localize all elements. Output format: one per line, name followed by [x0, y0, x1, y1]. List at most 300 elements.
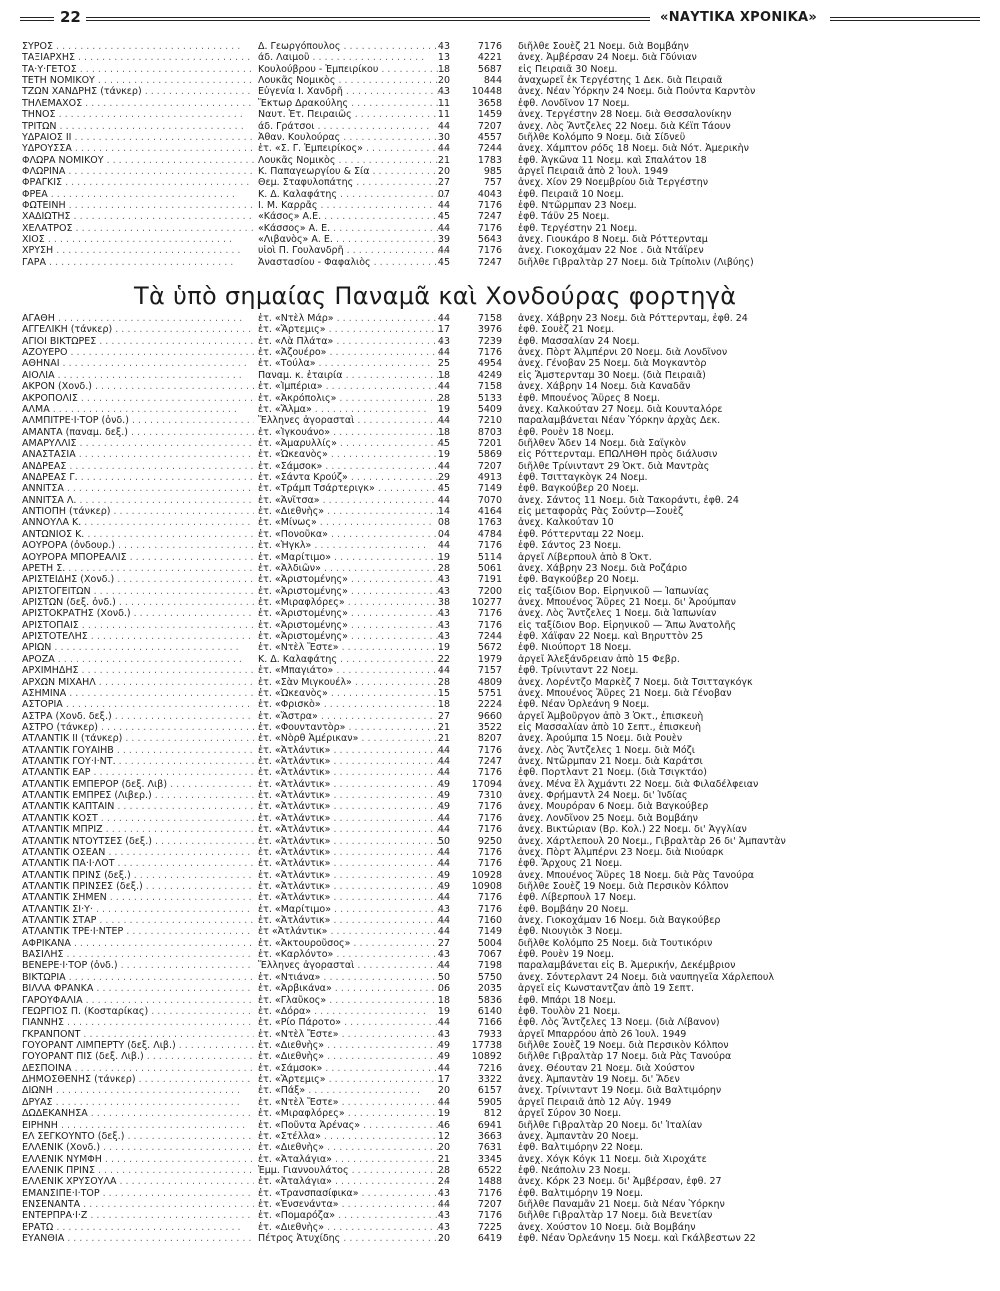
owner [258, 1176, 446, 1187]
build-year [430, 767, 450, 778]
ship-name-text: ΑΣΗΜΙΝΑ [22, 687, 67, 699]
build-year-text: 43 [437, 949, 450, 961]
movement-text: ἐφθ. Νιούπορτ 18 Νοεμ. [518, 642, 632, 654]
movement-text: ἀνεχ. Χίον 29 Νοεμβρίου διὰ Τεργέστην [518, 177, 709, 189]
table-row [22, 86, 842, 97]
ship-name [22, 813, 254, 824]
movement [518, 608, 848, 619]
build-year [430, 1006, 450, 1017]
tonnage-text: 2224 [477, 699, 502, 711]
build-year [430, 211, 450, 222]
tonnage-text: 7176 [477, 846, 502, 858]
ship-name-text: ΤΗΛΕΜΑΧΟΣ [22, 97, 83, 109]
tonnage [452, 200, 502, 211]
movement-text: εἰς Ρόττερνταμ. ΕΠΩΛΗΘΗ πρὸς διάλυσιν [518, 449, 718, 461]
movement-text: ἀνεχ. Λονδῖνον 25 Νοεμ. διὰ Βομβάην [518, 812, 698, 824]
movement [518, 75, 848, 86]
owner-text: ἑτ. «Τράμπ Τσάρτεριγκ» [258, 483, 375, 495]
ship-name [22, 904, 254, 915]
movement [518, 881, 848, 892]
ship-name [22, 745, 254, 756]
tonnage [452, 620, 502, 631]
tonnage [452, 949, 502, 960]
movement [518, 52, 848, 63]
movement [518, 790, 848, 801]
owner-text: ἑτ. «Ἀτλάντικ» [258, 824, 331, 836]
build-year [430, 813, 450, 824]
table-row [22, 347, 842, 358]
tonnage [452, 223, 502, 234]
tonnage [452, 1210, 502, 1221]
table-row [22, 1017, 842, 1028]
tonnage-text: 7176 [477, 1187, 502, 1199]
movement [518, 461, 848, 472]
ship-name-text: ΕΛΛΕΝΙΚ ΝΥΜΦΗ [22, 1153, 102, 1165]
tonnage [452, 177, 502, 188]
table-row [22, 642, 842, 653]
build-year [430, 824, 450, 835]
tonnage [452, 98, 502, 109]
table-row [22, 938, 842, 949]
build-year [430, 517, 450, 528]
movement [518, 563, 848, 574]
owner [258, 790, 446, 801]
movement-text: ἀνεχ. Καλκούταν 27 Νοεμ. διὰ Κουνταλόρε [518, 403, 723, 415]
ship-name-text: ΑΤΛΑΝΤΙΚ ΠΑ·Ι·ΛΟΤ [22, 858, 115, 870]
table-row [22, 483, 842, 494]
build-year [430, 574, 450, 585]
ship-name-text: ΑΟΥΡΟΡΑ (ὀνδουρ.) [22, 540, 115, 552]
movement-text: ἀνεχ. Ντῶρμπαν 21 Νοεμ. διὰ Καράτσι [518, 756, 703, 768]
tonnage [452, 517, 502, 528]
owner-text: Ναυτ. Ἑτ. Πειραιῶς [258, 109, 352, 121]
ship-name-text: ΑΡΙΣΤΟΤΕΛΗΣ [22, 631, 88, 643]
table-row [22, 109, 842, 120]
build-year [430, 313, 450, 324]
movement-text: διῆλθε Σουὲζ 19 Νοεμ. διὰ Περσικὸν Κόλπον [518, 1040, 729, 1051]
owner [258, 642, 446, 653]
tonnage [452, 132, 502, 143]
build-year [430, 949, 450, 960]
tonnage-text: 4809 [477, 676, 502, 688]
movement [518, 892, 848, 903]
tonnage-text: 7176 [477, 540, 502, 552]
build-year-text: 44 [437, 812, 450, 824]
movement-text: ἀνεχ. Μπουένος Ἄϋρες 18 Νοεμ. διὰ Ρὰς Τανούρα [518, 869, 754, 881]
movement [518, 1233, 848, 1244]
owner-text: ἑτ. «Ἀτλάντικ» [258, 880, 331, 892]
build-year-text: 43 [437, 335, 450, 347]
movement [518, 654, 848, 665]
build-year [430, 540, 450, 551]
owner [258, 926, 446, 937]
movement [518, 415, 848, 426]
owner [258, 836, 446, 847]
movement [518, 1188, 848, 1199]
tonnage-text: 7216 [477, 1062, 502, 1074]
build-year-text: 44 [437, 381, 450, 393]
ship-name [22, 586, 254, 597]
table-row [22, 166, 842, 177]
build-year-text: 21 [437, 721, 450, 733]
owner [258, 767, 446, 778]
tonnage-text: 1979 [477, 653, 502, 665]
tonnage [452, 324, 502, 335]
movement-text: ἀνεχ. Σόντερλαντ 24 Νοεμ. διὰ ναυπηγεῖα Χάρλεπουλ [518, 971, 774, 983]
movement [518, 1063, 848, 1074]
panama-honduras-ships-table [22, 313, 842, 1244]
build-year-text: 27 [437, 177, 450, 189]
movement [518, 642, 848, 653]
build-year-text: 19 [437, 403, 450, 415]
owner-text: Δ. Γεωργόπουλος [258, 41, 341, 52]
ship-name [22, 858, 254, 869]
table-row [22, 41, 842, 52]
build-year-text: 20 [437, 165, 450, 177]
ship-name [22, 642, 254, 653]
ship-name [22, 574, 254, 585]
ship-name-text: ΑΤΛΑΝΤΙΚ ΕΜΠΕΡΟΡ (δεξ. Λιβ) [22, 778, 168, 790]
tonnage-text: 5643 [477, 234, 502, 246]
ship-name [22, 801, 254, 812]
table-row [22, 1120, 842, 1131]
movement-text: ἐφθ. Μπάρι 18 Νοεμ. [518, 994, 616, 1006]
movement [518, 223, 848, 234]
tonnage-text: 7207 [477, 460, 502, 472]
build-year [430, 1108, 450, 1119]
build-year-text: 18 [437, 63, 450, 75]
build-year-text: 44 [437, 858, 450, 870]
tonnage-text: 5836 [477, 994, 502, 1006]
owner [258, 1085, 446, 1096]
owner-text: ἑτ. «Μαρίτιμο» [258, 551, 332, 563]
movement [518, 688, 848, 699]
ship-name [22, 1165, 254, 1176]
tonnage-text: 17738 [471, 1040, 502, 1051]
ship-name-text: ΑΘΗΝΑΙ [22, 358, 60, 370]
owner [258, 529, 446, 540]
tonnage [452, 722, 502, 733]
movement-text: διῆλθε Γιβραλτὰρ 17 Νοεμ. διὰ Ρὰς Τανούρα [518, 1051, 732, 1063]
build-year-text: 44 [437, 1096, 450, 1108]
owner [258, 461, 446, 472]
build-year [430, 1142, 450, 1153]
ship-name-text: ΕΝΤΕΡΠΡΑ·Ι·Ζ [22, 1210, 88, 1222]
tonnage-text: 5409 [477, 403, 502, 415]
ship-name-text: ΤΡΙΤΩΝ [22, 120, 57, 132]
build-year [430, 745, 450, 756]
ship-name [22, 1108, 254, 1119]
ship-name [22, 1176, 254, 1187]
tonnage-text: 757 [483, 177, 502, 189]
movement-text: εἰς ταξίδιον Βορ. Εἰρηνικοῦ — Ἄπω Ἀνατολῆς [518, 619, 737, 631]
owner-text: ἑτ. «Μπαγιάτο» [258, 665, 334, 677]
movement [518, 1165, 848, 1176]
ship-name-text: ΑΝΤΩΝΙΟΣ Κ. [22, 528, 85, 540]
build-year [430, 790, 450, 801]
build-year [430, 1222, 450, 1233]
tonnage-text: 7176 [477, 1210, 502, 1222]
movement [518, 381, 848, 392]
ship-name-text: ΕΛ ΣΕΓΚΟΥΝΤΟ (δεξ.) [22, 1130, 125, 1142]
owner [258, 722, 446, 733]
table-row [22, 1063, 842, 1074]
movement-text: ἐφθ. Πειραιᾶ 10 Νοεμ. [518, 188, 624, 200]
movement [518, 665, 848, 676]
table-row [22, 1085, 842, 1096]
owner-text: ἑτ. «Στέλλα» [258, 1130, 321, 1142]
tonnage-text: 7176 [477, 608, 502, 620]
tonnage [452, 415, 502, 426]
ship-name-text: ΑΤΛΑΝΤΙΚ ΟΣΕΑΝ [22, 846, 106, 858]
tonnage [452, 52, 502, 63]
movement-text: ἀνεχ. Χούστον 10 Νοεμ. διὰ Βομβάην [518, 1221, 696, 1233]
owner [258, 1040, 446, 1051]
ship-name-text: ΑΝΝΙΤΣΑ [22, 483, 64, 495]
movement-text: ἐφθ. Βαγκούβερ 20 Νοεμ. [518, 574, 640, 586]
ship-name-text: ΑΝΔΡΕΑΣ [22, 460, 67, 472]
build-year-text: 43 [437, 631, 450, 643]
movement-text: ἀνεχ. Νέαν Ὑόρκην 24 Νοεμ. διὰ Πούντα Καρντὸν [518, 86, 756, 98]
table-row [22, 121, 842, 132]
ship-name-text: ΑΜΑΝΤΑ (παναμ. δεξ.) [22, 426, 128, 438]
ship-name [22, 1188, 254, 1199]
build-year-text: 45 [437, 483, 450, 495]
build-year-text: 44 [437, 200, 450, 212]
owner [258, 801, 446, 812]
movement-text: διῆλθε Σουὲζ 21 Νοεμ. διὰ Βομβάην [518, 41, 689, 52]
build-year-text: 44 [437, 767, 450, 779]
movement-text: ἐφθ. Λὸς Ἄντζελες 13 Νοεμ. (διὰ Λίβανον) [518, 1017, 720, 1029]
ship-name [22, 597, 254, 608]
ship-name-text: ΑΓΑΘΗ [22, 313, 55, 324]
ship-name-text: ΑΤΛΑΝΤΙΚ ΣΤΑΡ [22, 915, 97, 927]
ship-name-text: ΤΑΞΙΑΡΧΗΣ [22, 52, 75, 64]
ship-name [22, 847, 254, 858]
owner-text: ἑτ. «Ἄλμα» [258, 403, 312, 415]
ship-name [22, 824, 254, 835]
movement-text: διῆλθε Κολόμπο 9 Νοεμ. διὰ Σίδνεϋ [518, 131, 686, 143]
owner [258, 438, 446, 449]
header-rule-right [830, 17, 980, 21]
tonnage [452, 563, 502, 574]
ship-name [22, 347, 254, 358]
movement-text: εἰς Μασσαλίαν ἀπὸ 10 Σεπτ., ἐπισκευὴ [518, 721, 702, 733]
tonnage [452, 155, 502, 166]
tonnage-text: 1488 [477, 1176, 502, 1188]
tonnage [452, 960, 502, 971]
ship-name [22, 461, 254, 472]
owner-text: Λουκᾶς Νομικὸς [258, 154, 336, 166]
movement [518, 121, 848, 132]
owner [258, 1017, 446, 1028]
ship-name [22, 41, 254, 52]
tonnage [452, 688, 502, 699]
owner-text: ἑτ. «Ἀκτουροῦσος» [258, 937, 351, 949]
movement [518, 938, 848, 949]
movement [518, 245, 848, 256]
build-year [430, 858, 450, 869]
ship-name-text: ΥΔΡΟΥΣΣΑ [22, 143, 72, 155]
tonnage [452, 1176, 502, 1187]
movement-text: παραλαμβάνεται Νέαν Ὑόρκην ἀρχὰς Δεκ. [518, 415, 721, 427]
owner [258, 881, 446, 892]
movement-text: ἀργεῖ Λίβερπουλ ἀπὸ 8 Ὀκτ. [518, 551, 652, 563]
ship-name-text: ΔΙΩΝΗ [22, 1085, 53, 1097]
ship-name-text: ΑΤΛΑΝΤΙΚ ΠΡΙΝΣ (δεξ.) [22, 869, 131, 881]
build-year [430, 1176, 450, 1187]
owner-text: ἑτ. «Διεθνὴς» [258, 1040, 325, 1051]
movement [518, 1029, 848, 1040]
build-year [430, 1051, 450, 1062]
tonnage-text: 4954 [477, 358, 502, 370]
movement [518, 404, 848, 415]
build-year-text: 19 [437, 642, 450, 654]
table-row [22, 790, 842, 801]
build-year-text: 07 [437, 188, 450, 200]
movement [518, 177, 848, 188]
movement [518, 370, 848, 381]
tonnage-text: 7176 [477, 347, 502, 359]
owner-text: Ι. Μ. Καρρᾶς [258, 200, 318, 212]
owner [258, 1210, 446, 1221]
tonnage-text: 7191 [477, 574, 502, 586]
table-row [22, 1097, 842, 1108]
build-year [430, 904, 450, 915]
owner [258, 563, 446, 574]
owner-text: ἑτ. «Ντὲλ Ἔστε» [258, 642, 339, 654]
movement [518, 517, 848, 528]
owner [258, 620, 446, 631]
build-year [430, 109, 450, 120]
table-row [22, 563, 842, 574]
build-year-text: 27 [437, 937, 450, 949]
ship-name [22, 1040, 254, 1051]
ship-name-text: ΑΡΧΩΝ ΜΙΧΑΗΛ [22, 676, 96, 688]
table-row [22, 1029, 842, 1040]
movement-text: ἀνεχ. Χάβρην 14 Νοεμ. διὰ Καναδᾶν [518, 381, 691, 393]
owner-text: ἑτ. «Ποῦντα Ἀρένας» [258, 1119, 361, 1131]
tonnage [452, 336, 502, 347]
owner-text: ἑτ. «Ἄστρα» [258, 710, 318, 722]
owner [258, 98, 446, 109]
owner [258, 143, 446, 154]
tonnage-text: 7160 [477, 915, 502, 927]
ship-name-text: ΓΑΡΟΥΦΑΛΙΑ [22, 994, 83, 1006]
movement-text: ἀνεχ. Γιοκοχάμαν 22 Νοε . διὰ Ντάϊρεν [518, 245, 704, 257]
ship-name-text: ΧΕΛΑΤΡΟΣ [22, 222, 73, 234]
tonnage-text: 6140 [477, 1005, 502, 1017]
tonnage-text: 7176 [477, 824, 502, 836]
owner-text: Κ. Δ. Καλαφάτης [258, 653, 338, 665]
ship-name [22, 699, 254, 710]
ship-name-text: ΔΩΔΕΚΑΝΗΣΑ [22, 1108, 88, 1120]
tonnage [452, 847, 502, 858]
owner [258, 540, 446, 551]
ship-name-text: ΤΕΤΗ ΝΟΜΙΚΟΥ [22, 75, 95, 87]
ship-name-text: ΑΣΤΡΑ (Χονδ. δεξ.) [22, 710, 112, 722]
build-year-text: 11 [437, 97, 450, 109]
tonnage-text: 9250 [477, 835, 502, 847]
build-year-text: 44 [437, 846, 450, 858]
table-row [22, 223, 842, 234]
movement-text: ἀνεχ. Ἀμβέρσαν 24 Νοεμ. διὰ Γδύνιαν [518, 52, 697, 64]
ship-name [22, 517, 254, 528]
table-row [22, 358, 842, 369]
owner [258, 211, 446, 222]
movement [518, 132, 848, 143]
build-year-text: 43 [437, 1028, 450, 1040]
ship-name-text: ΧΑΔΙΩΤΗΣ [22, 211, 71, 223]
owner [258, 495, 446, 506]
build-year [430, 836, 450, 847]
movement-text: ἀνεχ. Λὸς Ἄντζελες 22 Νοεμ. διὰ Κέϊπ Τάουν [518, 120, 731, 132]
tonnage [452, 41, 502, 52]
table-row [22, 824, 842, 835]
movement [518, 495, 848, 506]
owner-text: ἑτ. «Ἀτλάντικ» [258, 790, 331, 802]
movement [518, 1006, 848, 1017]
movement-text: διῆλθε Γιβραλτὰρ 20 Νοεμ. δι' Ἰταλίαν [518, 1119, 703, 1131]
owner [258, 960, 446, 971]
owner [258, 109, 446, 120]
table-row [22, 870, 842, 881]
owner-text: Λουκᾶς Νομικὸς [258, 75, 336, 87]
owner [258, 1131, 446, 1142]
build-year [430, 1233, 450, 1244]
build-year-text: 22 [437, 653, 450, 665]
owner [258, 427, 446, 438]
tonnage-text: 5750 [477, 971, 502, 983]
owner-text: άδ. Λαιμοῦ [258, 52, 310, 64]
build-year [430, 665, 450, 676]
ship-name-text: ΑΤΛΑΝΤΙΚ ΕΜΠΡΕΣ (Λιβερ.) [22, 790, 152, 802]
owner-text: ἑτ. «Ἰγκουάνο» [258, 426, 331, 438]
tonnage-text: 985 [483, 165, 502, 177]
ship-name-text: ΕΝΣΕΝΑΝΤΑ [22, 1199, 81, 1211]
build-year-text: 44 [437, 926, 450, 938]
owner [258, 1051, 446, 1062]
build-year-text: 11 [437, 109, 450, 121]
table-row [22, 1176, 842, 1187]
tonnage [452, 733, 502, 744]
build-year-text: 18 [437, 699, 450, 711]
ship-name [22, 960, 254, 971]
movement [518, 552, 848, 563]
build-year-text: 44 [437, 824, 450, 836]
movement-text: ἀνεχ. Λὸς Ἄντζελες 1 Νοεμ. διὰ Μόζι [518, 744, 696, 756]
tonnage [452, 234, 502, 245]
greek-ships-table [22, 41, 842, 268]
owner-text: ἑτ. «Ντὲλ Ἔστε» [258, 1096, 339, 1108]
tonnage [452, 790, 502, 801]
movement-text: ἀργεῖ Μπαρρόου ἀπὸ 26 Ἰουλ. 1949 [518, 1028, 687, 1040]
movement [518, 449, 848, 460]
build-year [430, 370, 450, 381]
movement-text: ἀνεχ. Κόρκ 23 Νοεμ. δι' Ἀμβέρσαν, ἐφθ. 27 [518, 1176, 722, 1188]
build-year-text: 44 [437, 665, 450, 677]
ship-name-text: ΑΚΡΟΝ (Χονδ.) [22, 381, 92, 393]
build-year [430, 915, 450, 926]
tonnage-text: 7176 [477, 41, 502, 52]
ship-name-text: ΑΓΓΕΛΙΚΗ (τάνκερ) [22, 324, 113, 336]
ship-name-text: ΔΗΜΟΣΘΕΝΗΣ (τάνκερ) [22, 1074, 136, 1086]
build-year [430, 234, 450, 245]
ship-name [22, 938, 254, 949]
owner-text: ἑτ. «Σάμσοκ» [258, 1062, 323, 1074]
owner-text: ἑτ. «Διεθνὴς» [258, 1051, 325, 1063]
journal-title: «ΝΑΥΤΙΚΑ ΧΡΟΝΙΚΑ» [660, 10, 818, 25]
